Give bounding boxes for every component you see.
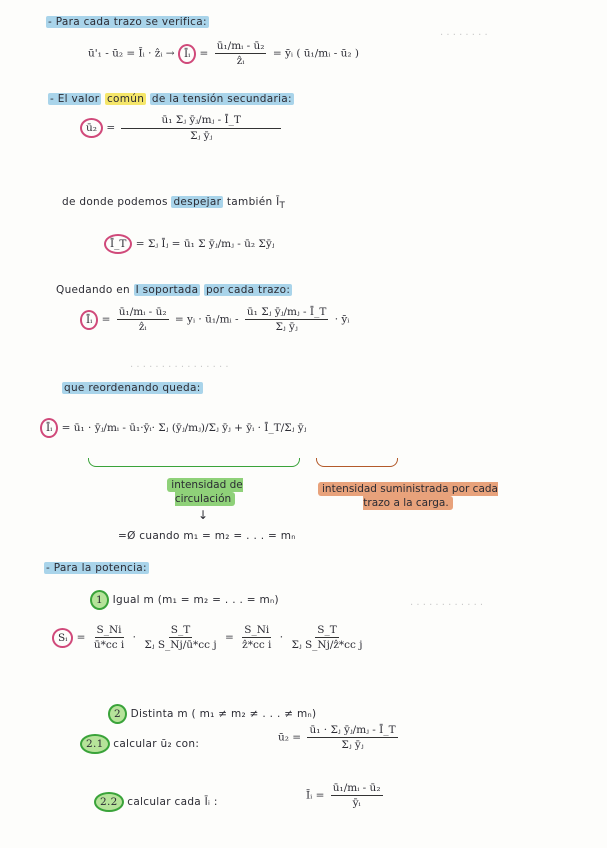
fraction: $\frac{\text{ū₁/mᵢ - ū₂}}{\text{ȳᵢ}}$ [332,782,381,809]
fraction: $\frac{\text{ū₁ Σⱼ ȳⱼ/mⱼ - Ī\_T}}{\text{Σⱼ ȳⱼ}}$ [246,306,327,333]
note-circulation: intensidad de circulación [150,478,260,506]
bleed-through-text: · · · · · · · · · · · · [410,600,484,611]
fraction: $\frac{S\_Ni}{\text{ū*cc i}}$ [93,624,125,651]
circle-Ii: Īᵢ [178,44,196,64]
text-cero-cuando: =Ø cuando m₁ = m₂ = . . . = mₙ [118,530,296,542]
bleed-through-text: · · · · · · · · [440,30,488,41]
fraction: $\frac{\text{ū₁ Σⱼ ȳⱼ/mⱼ - Ī\_T}}{\text{Σⱼ ȳⱼ}}$ [121,114,280,142]
formula-6: Sᵢ = $\frac{S\_Ni}{\text{ū*cc i}}$ · $\frac{S\_T}{\text{Σⱼ S\_Nj/ū*cc j}}$ = $\frac{S\_Ni}{\text{ẑ*cc i}}$ · $\frac{S\_T}{\text{Σⱼ S\_Nj/ẑ*cc j}}$ [52,624,368,651]
text-despejar: de donde podemos despejar también $Ī_T$ [62,196,286,212]
fraction: $\frac{S\_Ni}{\text{ẑ*cc i}}$ [242,624,272,651]
fraction: $\frac{S\_T}{\text{Σⱼ S\_Nj/ẑ*cc j}}$ [291,624,363,651]
formula-4: Īᵢ = $\frac{\text{ū₁/mᵢ - ū₂}}{\text{ẑᵢ}}$ = yᵢ · ū₁/mᵢ - $\frac{\text{ū₁ Σⱼ ȳⱼ/mⱼ - Ī\_T}}{\text{Σⱼ ȳⱼ}}$ · ȳᵢ [80,306,349,333]
formula-7: ū₂ = $\frac{\text{ū₁ · Σⱼ ȳⱼ/mⱼ - Ī\_T}}{\text{Σⱼ ȳⱼ}}$ [278,724,396,751]
text-reordenando: que reordenando queda: [64,382,201,394]
circle-Si: Sᵢ [52,628,73,648]
formula-1: ū'₁ - ū₂ = Īᵢ · ẑᵢ → Īᵢ = $\frac{\text{ū₁/mᵢ - ū₂}}{\text{ẑᵢ}}$ = ȳᵢ ( ū₁/mᵢ - ū₂ ) [88,40,359,67]
heading-text: - Para cada trazo se verifica: [48,16,207,28]
circle-u2: ū₂ [80,118,103,138]
formula-1-right: = ȳᵢ ( ū₁/mᵢ - ū₂ ) [272,47,359,60]
circle-Ii: Īᵢ [40,418,58,438]
item-distinta-m: 2 Distinta m ( m₁ ≠ m₂ ≠ . . . ≠ mₙ) [108,704,316,724]
heading-potencia: - Para la potencia: [46,562,147,574]
note-supplied: intensidad suministrada por cada trazo a la carga. [318,482,498,510]
formula-3: Ī_T = Σⱼ Īⱼ = ū₁ Σ ȳⱼ/mⱼ - ū₂ Σȳⱼ [104,234,275,254]
formula-1-left: ū'₁ - ū₂ = Īᵢ · ẑᵢ → [88,47,175,60]
number-badge-1: 1 [90,590,109,610]
heading-trazo [46,16,209,28]
number-badge-2-1: 2.1 [80,734,110,754]
fraction: $\frac{\text{ū₁ · Σⱼ ȳⱼ/mⱼ - Ī\_T}}{\text{Σⱼ ȳⱼ}}$ [309,724,396,751]
number-badge-2: 2 [108,704,127,724]
text-quedando: Quedando en I soportada por cada trazo: [56,284,291,296]
formula-5: Īᵢ = ū₁ · ȳⱼ/mᵢ - ū₁·ȳᵢ· Σⱼ (ȳⱼ/mⱼ)/Σⱼ ȳⱼ + ȳᵢ · Ī_T/Σⱼ ȳⱼ [40,418,306,438]
item-calcular-Ii: 2.2 calcular cada Īᵢ : [94,792,218,812]
item-calcular-u2: 2.1 calcular ū₂ con: [80,734,199,754]
fraction: $\frac{\text{ū₁/mᵢ - ū₂}}{\text{ẑᵢ}}$ [118,306,167,333]
circle-IT: Ī_T [104,234,132,254]
down-arrow-icon: ↓ [198,508,209,522]
bleed-through-text: · · · · · · · · · · · · · · · · [130,362,229,373]
number-badge-2-2: 2.2 [94,792,124,812]
heading-common-value: - El valor común de la tensión secundaria: [50,93,292,105]
brace-circulation [88,458,300,467]
brace-supplied [316,458,398,467]
item-igual-m: 1 Igual m (m₁ = m₂ = . . . = mₙ) [90,590,279,610]
fraction: $\frac{S\_T}{\text{Σⱼ S\_Nj/ū*cc j}}$ [144,624,217,651]
formula-8: Īᵢ = $\frac{\text{ū₁/mᵢ - ū₂}}{\text{ȳᵢ}}$ [306,782,381,809]
formula-2: ū₂ = $\frac{\text{ū₁ Σⱼ ȳⱼ/mⱼ - Ī\_T}}{\text{Σⱼ ȳⱼ}}$ [80,114,284,142]
circle-Ii: Īᵢ [80,310,98,330]
fraction: $\frac{\text{ū₁/mᵢ - ū₂}}{\text{ẑᵢ}}$ [216,40,265,67]
